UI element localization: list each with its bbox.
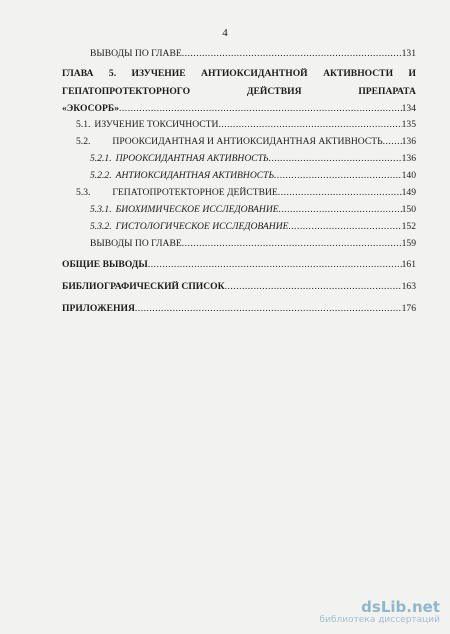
toc-entry-5-1[interactable]: [76, 119, 416, 131]
toc-entry-label: ВЫВОДЫ ПО ГЛАВЕ: [90, 48, 182, 59]
toc-leader-dots: [119, 103, 402, 115]
toc-leader-dots: [289, 221, 402, 233]
toc-leader-dots: [383, 136, 402, 148]
toc-entry-label: ВЫВОДЫ ПО ГЛАВЕ: [90, 238, 182, 249]
toc-entry-label: АНТИОКСИДАНТНАЯ АКТИВНОСТЬ: [115, 170, 275, 181]
toc-section-number: 5.3.: [76, 187, 91, 198]
toc-entry-bibliography[interactable]: [62, 281, 416, 293]
toc-leader-dots: [278, 187, 402, 199]
heading-word: АНТИОКСИДАНТНОЙ: [201, 68, 308, 79]
toc-entry-conclusions-ch4[interactable]: [90, 48, 416, 60]
toc-leader-dots: [269, 153, 402, 165]
toc-chapter5-heading-row3[interactable]: [62, 103, 416, 115]
heading-word: ИЗУЧЕНИЕ: [131, 68, 186, 79]
toc-chapter5-heading-row2[interactable]: [62, 86, 416, 98]
toc-entry-5-2[interactable]: [76, 136, 416, 148]
toc-page-number: 140: [401, 170, 416, 181]
toc-leader-dots: [279, 204, 402, 216]
toc-page-number: 159: [401, 238, 416, 249]
heading-word: ГЛАВА: [62, 68, 94, 79]
toc-leader-dots: [148, 259, 402, 271]
heading-word: ГЕПАТОПРОТЕКТОРНОГО: [62, 86, 191, 97]
toc-entry-5-2-2[interactable]: [90, 170, 416, 182]
toc-page-number: 135: [401, 119, 416, 130]
toc-entry-5-3[interactable]: [76, 187, 416, 199]
toc-leader-dots: [274, 170, 401, 182]
toc-leader-dots: [218, 119, 401, 131]
toc-entry-label: ГЕПАТОПРОТЕКТОРНОЕ ДЕЙСТВИЕ: [112, 187, 278, 198]
toc-page-number: 150: [401, 204, 416, 215]
toc-page-number: 163: [401, 281, 416, 292]
toc-entry-conclusions-ch5[interactable]: [90, 238, 416, 250]
toc-chapter5-heading-row1[interactable]: [62, 68, 416, 80]
toc-page-number: 131: [401, 48, 416, 59]
heading-word: ПРЕПАРАТА: [358, 86, 416, 97]
heading-word: АКТИВНОСТИ: [323, 68, 394, 79]
toc-entry-label: БИОХИМИЧЕСКОЕ ИССЛЕДОВАНИЕ: [115, 204, 279, 215]
page-number: 4: [222, 27, 228, 39]
toc-leader-dots: [182, 48, 402, 60]
toc-entry-label: ПРООКСИДАНТНАЯ И АНТИОКСИДАНТНАЯ АКТИВНОСТЬ: [112, 136, 383, 147]
toc-section-number: 5.1.: [76, 119, 91, 130]
toc-section-number: 5.2.2.: [90, 170, 112, 181]
toc-entry-5-3-2[interactable]: [90, 221, 416, 233]
toc-entry-label: ГИСТОЛОГИЧЕСКОЕ ИССЛЕДОВАНИЕ: [115, 221, 289, 232]
toc-section-number: 5.3.1.: [90, 204, 112, 215]
toc-page-number: 176: [401, 303, 416, 314]
heading-word: И: [408, 68, 416, 79]
watermark-subtitle: библиотека диссертаций: [319, 615, 440, 625]
toc-page-number: 136: [401, 136, 416, 147]
toc-page-number: 149: [401, 187, 416, 198]
heading-word: 5.: [108, 68, 117, 79]
toc-leader-dots: [182, 238, 402, 250]
toc-entry-appendix[interactable]: [62, 303, 416, 315]
toc-page-number: 136: [401, 153, 416, 164]
toc-entry-label: ОБЩИЕ ВЫВОДЫ: [62, 259, 148, 270]
toc-page-number: 161: [401, 259, 416, 270]
toc-section-number: 5.3.2.: [90, 221, 112, 232]
heading-word: ДЕЙСТВИЯ: [246, 86, 302, 97]
toc-page-number: 134: [401, 103, 416, 114]
toc-leader-dots: [135, 303, 402, 315]
toc-entry-label: БИБЛИОГРАФИЧЕСКИЙ СПИСОК: [62, 281, 225, 292]
toc-entry-5-3-1[interactable]: [90, 204, 416, 216]
toc-section-number: 5.2.1.: [90, 153, 112, 164]
toc-page-number: 152: [401, 221, 416, 232]
toc-entry-label: ИЗУЧЕНИЕ ТОКСИЧНОСТИ: [94, 119, 219, 130]
watermark-logo: dsLib.net: [361, 598, 440, 616]
dslib-watermark: [320, 599, 440, 626]
toc-entry-general-conclusions[interactable]: [62, 259, 416, 271]
toc-entry-label: ПРООКСИДАНТНАЯ АКТИВНОСТЬ: [115, 153, 269, 164]
toc-entry-5-2-1[interactable]: [90, 153, 416, 165]
toc-leader-dots: [225, 281, 402, 293]
toc-entry-label: «ЭКОСОРБ»: [62, 103, 119, 114]
toc-entry-label: ПРИЛОЖЕНИЯ: [62, 303, 135, 314]
toc-section-number: 5.2.: [76, 136, 91, 147]
